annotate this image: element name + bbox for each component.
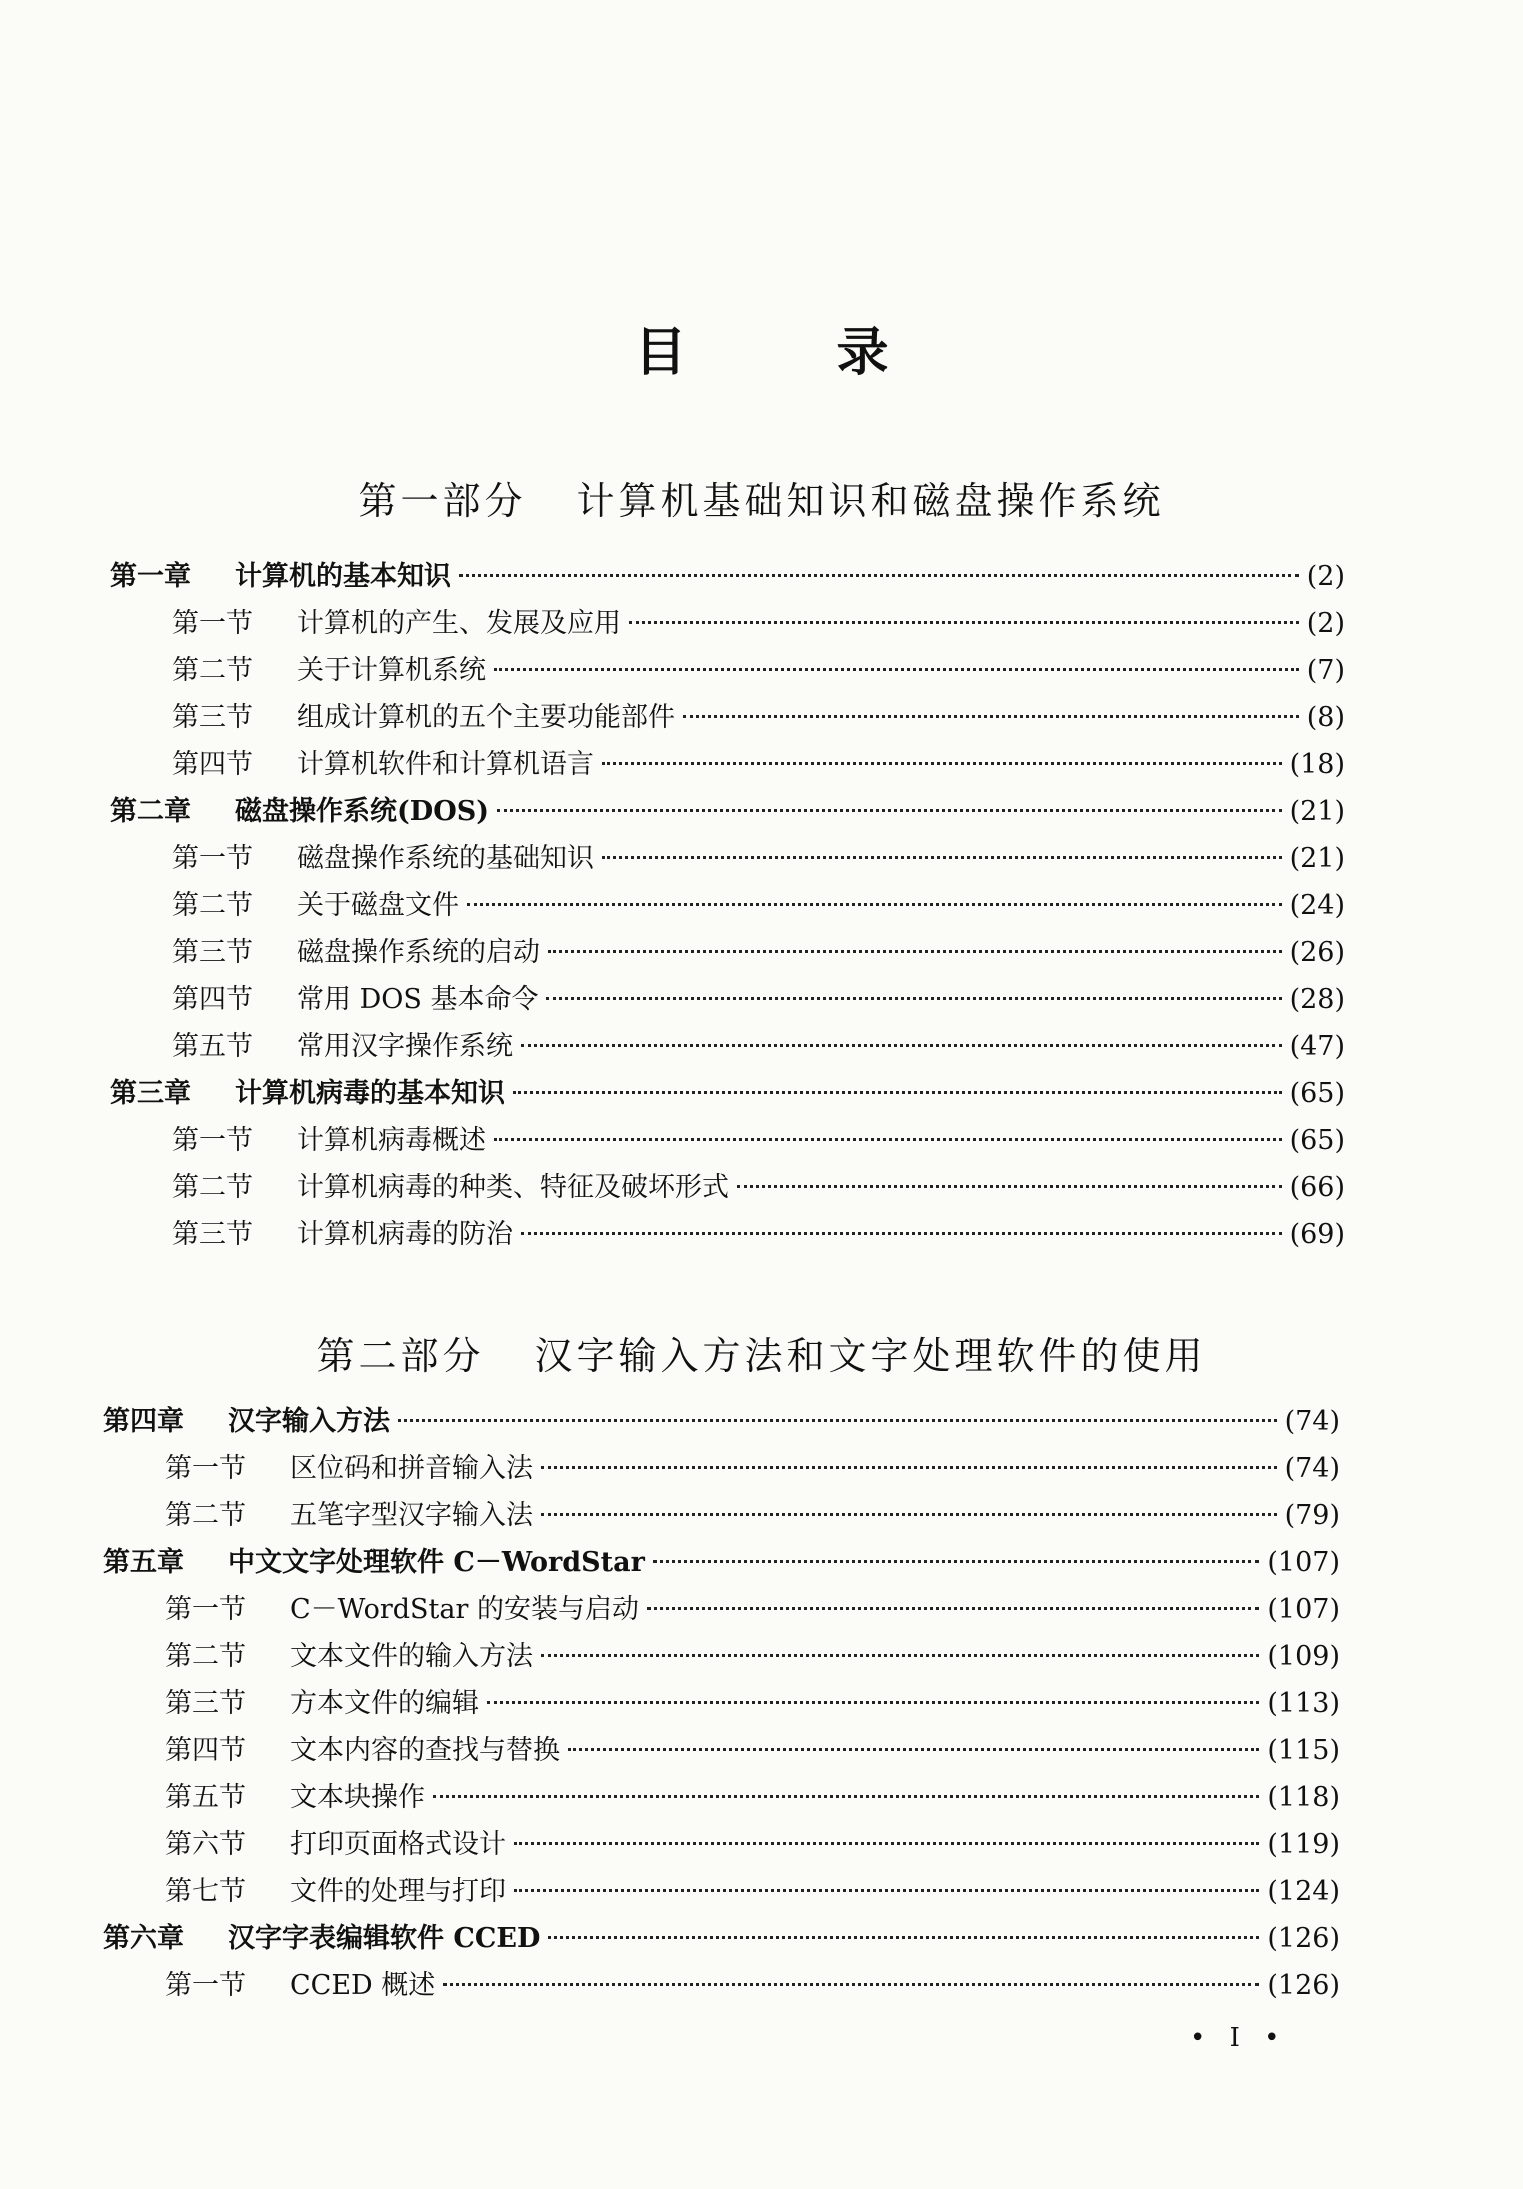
entry-title: C－WordStar 的安装与启动 [290, 1594, 639, 1625]
entry-title: 计算机病毒概述 [297, 1125, 486, 1156]
page-number: (66) [1289, 1172, 1345, 1203]
dot-leader [433, 1794, 1259, 1798]
dot-leader [548, 1935, 1259, 1939]
toc-section-row [103, 1492, 1340, 1539]
page-number: (115) [1267, 1735, 1340, 1766]
entry-label: 第四节 [165, 1735, 246, 1766]
page-number: (26) [1289, 937, 1345, 968]
toc-chapter-row [103, 1539, 1340, 1586]
entry-title: 文本块操作 [290, 1782, 425, 1813]
title-char-2: 录 [836, 323, 889, 383]
toc-section-row [110, 1164, 1345, 1211]
dot-leader [568, 1747, 1259, 1751]
page-number: (124) [1267, 1876, 1340, 1907]
dot-leader [497, 808, 1282, 812]
page-number: (79) [1284, 1500, 1340, 1531]
dot-leader [443, 1982, 1259, 1986]
entry-label: 第五节 [172, 1031, 253, 1062]
toc-chapter-row [110, 788, 1345, 835]
page-number: (118) [1267, 1782, 1340, 1813]
dot-leader [541, 1465, 1277, 1469]
page-number: (2) [1306, 561, 1345, 592]
entry-title: 计算机病毒的种类、特征及破坏形式 [297, 1172, 729, 1203]
entry-title: 区位码和拼音输入法 [290, 1453, 533, 1484]
dot-leader [487, 1700, 1259, 1704]
dot-leader [737, 1184, 1282, 1188]
dot-leader [683, 714, 1299, 718]
dot-leader [546, 996, 1281, 1000]
dot-leader [467, 902, 1282, 906]
page-number: (107) [1267, 1594, 1340, 1625]
entry-title: 计算机的基本知识 [235, 561, 451, 592]
page-number: (8) [1306, 702, 1345, 733]
entry-title: 计算机病毒的基本知识 [235, 1078, 505, 1109]
page-number: (24) [1289, 890, 1345, 921]
entry-label: 第三节 [172, 1219, 253, 1250]
dot-leader [521, 1043, 1282, 1047]
entry-title: 磁盘操作系统(DOS) [235, 796, 489, 827]
entry-label: 第五节 [165, 1782, 246, 1813]
entry-label: 第一节 [165, 1594, 246, 1625]
entry-title: 计算机软件和计算机语言 [297, 749, 594, 780]
entry-title: 中文文字处理软件 C－WordStar [228, 1547, 645, 1578]
page-number: (21) [1289, 843, 1345, 874]
dot-leader [459, 573, 1299, 577]
page-number: (65) [1289, 1125, 1345, 1156]
page-title [0, 310, 1523, 385]
dot-leader [514, 1888, 1259, 1892]
dot-leader [514, 1841, 1259, 1845]
entry-label: 第二节 [172, 1172, 253, 1203]
page-number: (126) [1267, 1970, 1340, 2001]
entry-label: 第四章 [103, 1406, 184, 1437]
entry-title: 汉字字表编辑软件 CCED [228, 1923, 541, 1954]
dot-leader [602, 855, 1282, 859]
entry-label: 第二节 [172, 890, 253, 921]
entry-title: 关于计算机系统 [297, 655, 486, 686]
toc-section-row [103, 1774, 1340, 1821]
toc-section-row [103, 1868, 1340, 1915]
entry-label: 第二节 [165, 1500, 246, 1531]
page-number: (74) [1284, 1453, 1340, 1484]
dot-leader [494, 1137, 1282, 1141]
dot-leader [629, 620, 1299, 624]
toc-chapter-row [103, 1398, 1340, 1445]
page-number: (69) [1289, 1219, 1345, 1250]
toc-section-row [110, 835, 1345, 882]
entry-label: 第三节 [172, 702, 253, 733]
entry-label: 第二节 [172, 655, 253, 686]
page-number: (119) [1267, 1829, 1340, 1860]
dot-leader [602, 761, 1282, 765]
page-number: (107) [1267, 1547, 1340, 1578]
entry-title: 常用汉字操作系统 [297, 1031, 513, 1062]
toc-section-row [103, 1962, 1340, 2009]
toc-chapter-row [110, 1070, 1345, 1117]
part-number: 第一部分 [358, 479, 527, 523]
dot-leader [521, 1231, 1282, 1235]
toc-section-row [110, 647, 1345, 694]
toc-section-row [110, 976, 1345, 1023]
toc-section-row [110, 882, 1345, 929]
entry-label: 第六节 [165, 1829, 246, 1860]
entry-title: 打印页面格式设计 [290, 1829, 506, 1860]
toc-section-row [110, 1023, 1345, 1070]
toc-section-row [110, 1117, 1345, 1164]
entry-title: 五笔字型汉字输入法 [290, 1500, 533, 1531]
part-name: 计算机基础知识和磁盘操作系统 [576, 479, 1165, 523]
page-number: (21) [1289, 796, 1345, 827]
entry-title: 磁盘操作系统的启动 [297, 937, 540, 968]
toc-section-row [103, 1633, 1340, 1680]
toc-section-row [103, 1680, 1340, 1727]
entry-title: 汉字输入方法 [228, 1406, 390, 1437]
entry-label: 第四节 [172, 749, 253, 780]
page-folio: • I • [1190, 2023, 1288, 2053]
page-number: (28) [1289, 984, 1345, 1015]
entry-label: 第五章 [103, 1547, 184, 1578]
page-number: (18) [1289, 749, 1345, 780]
entry-title: 计算机的产生、发展及应用 [297, 608, 621, 639]
entry-title: 组成计算机的五个主要功能部件 [297, 702, 675, 733]
part-2-heading [0, 1325, 1523, 1380]
page-number: (2) [1306, 608, 1345, 639]
dot-leader [513, 1090, 1282, 1094]
dot-leader [494, 667, 1299, 671]
title-char-1: 目 [634, 323, 687, 383]
page-number: (7) [1306, 655, 1345, 686]
toc-section-row [103, 1727, 1340, 1774]
toc-section-row [110, 694, 1345, 741]
entry-title: 关于磁盘文件 [297, 890, 459, 921]
toc-section-row [110, 1211, 1345, 1258]
toc-section-row [103, 1586, 1340, 1633]
entry-label: 第一章 [110, 561, 191, 592]
entry-label: 第一节 [172, 1125, 253, 1156]
page-number: (65) [1289, 1078, 1345, 1109]
entry-title: 方本文件的编辑 [290, 1688, 479, 1719]
toc-section-row [110, 741, 1345, 788]
entry-label: 第六章 [103, 1923, 184, 1954]
page-number: (74) [1284, 1406, 1340, 1437]
dot-leader [653, 1559, 1260, 1563]
dot-leader [647, 1606, 1259, 1610]
toc-part-2 [103, 1398, 1340, 2009]
page-number: (109) [1267, 1641, 1340, 1672]
dot-leader [548, 949, 1282, 953]
entry-title: 文件的处理与打印 [290, 1876, 506, 1907]
entry-title: 常用 DOS 基本命令 [297, 984, 539, 1015]
page-number: (126) [1267, 1923, 1340, 1954]
entry-label: 第四节 [172, 984, 253, 1015]
toc-chapter-row [103, 1915, 1340, 1962]
part-1-heading [0, 470, 1523, 525]
entry-label: 第二节 [165, 1641, 246, 1672]
entry-title: 文本文件的输入方法 [290, 1641, 533, 1672]
toc-section-row [110, 600, 1345, 647]
dot-leader [541, 1512, 1277, 1516]
entry-title: 计算机病毒的防治 [297, 1219, 513, 1250]
toc-section-row [103, 1445, 1340, 1492]
entry-label: 第三章 [110, 1078, 191, 1109]
entry-label: 第三节 [172, 937, 253, 968]
entry-title: 文本内容的查找与替换 [290, 1735, 560, 1766]
part-name: 汉字输入方法和文字处理软件的使用 [534, 1334, 1207, 1378]
entry-label: 第一节 [172, 608, 253, 639]
entry-label: 第一节 [165, 1453, 246, 1484]
entry-label: 第三节 [165, 1688, 246, 1719]
toc-section-row [103, 1821, 1340, 1868]
entry-label: 第七节 [165, 1876, 246, 1907]
toc-part-1 [110, 553, 1345, 1258]
toc-section-row [110, 929, 1345, 976]
entry-label: 第二章 [110, 796, 191, 827]
entry-title: 磁盘操作系统的基础知识 [297, 843, 594, 874]
part-number: 第二部分 [316, 1334, 485, 1378]
entry-label: 第一节 [172, 843, 253, 874]
dot-leader [541, 1653, 1259, 1657]
toc-chapter-row [110, 553, 1345, 600]
page-number: (113) [1267, 1688, 1340, 1719]
page-number: (47) [1289, 1031, 1345, 1062]
entry-label: 第一节 [165, 1970, 246, 2001]
dot-leader [398, 1418, 1277, 1422]
entry-title: CCED 概述 [290, 1970, 436, 2001]
